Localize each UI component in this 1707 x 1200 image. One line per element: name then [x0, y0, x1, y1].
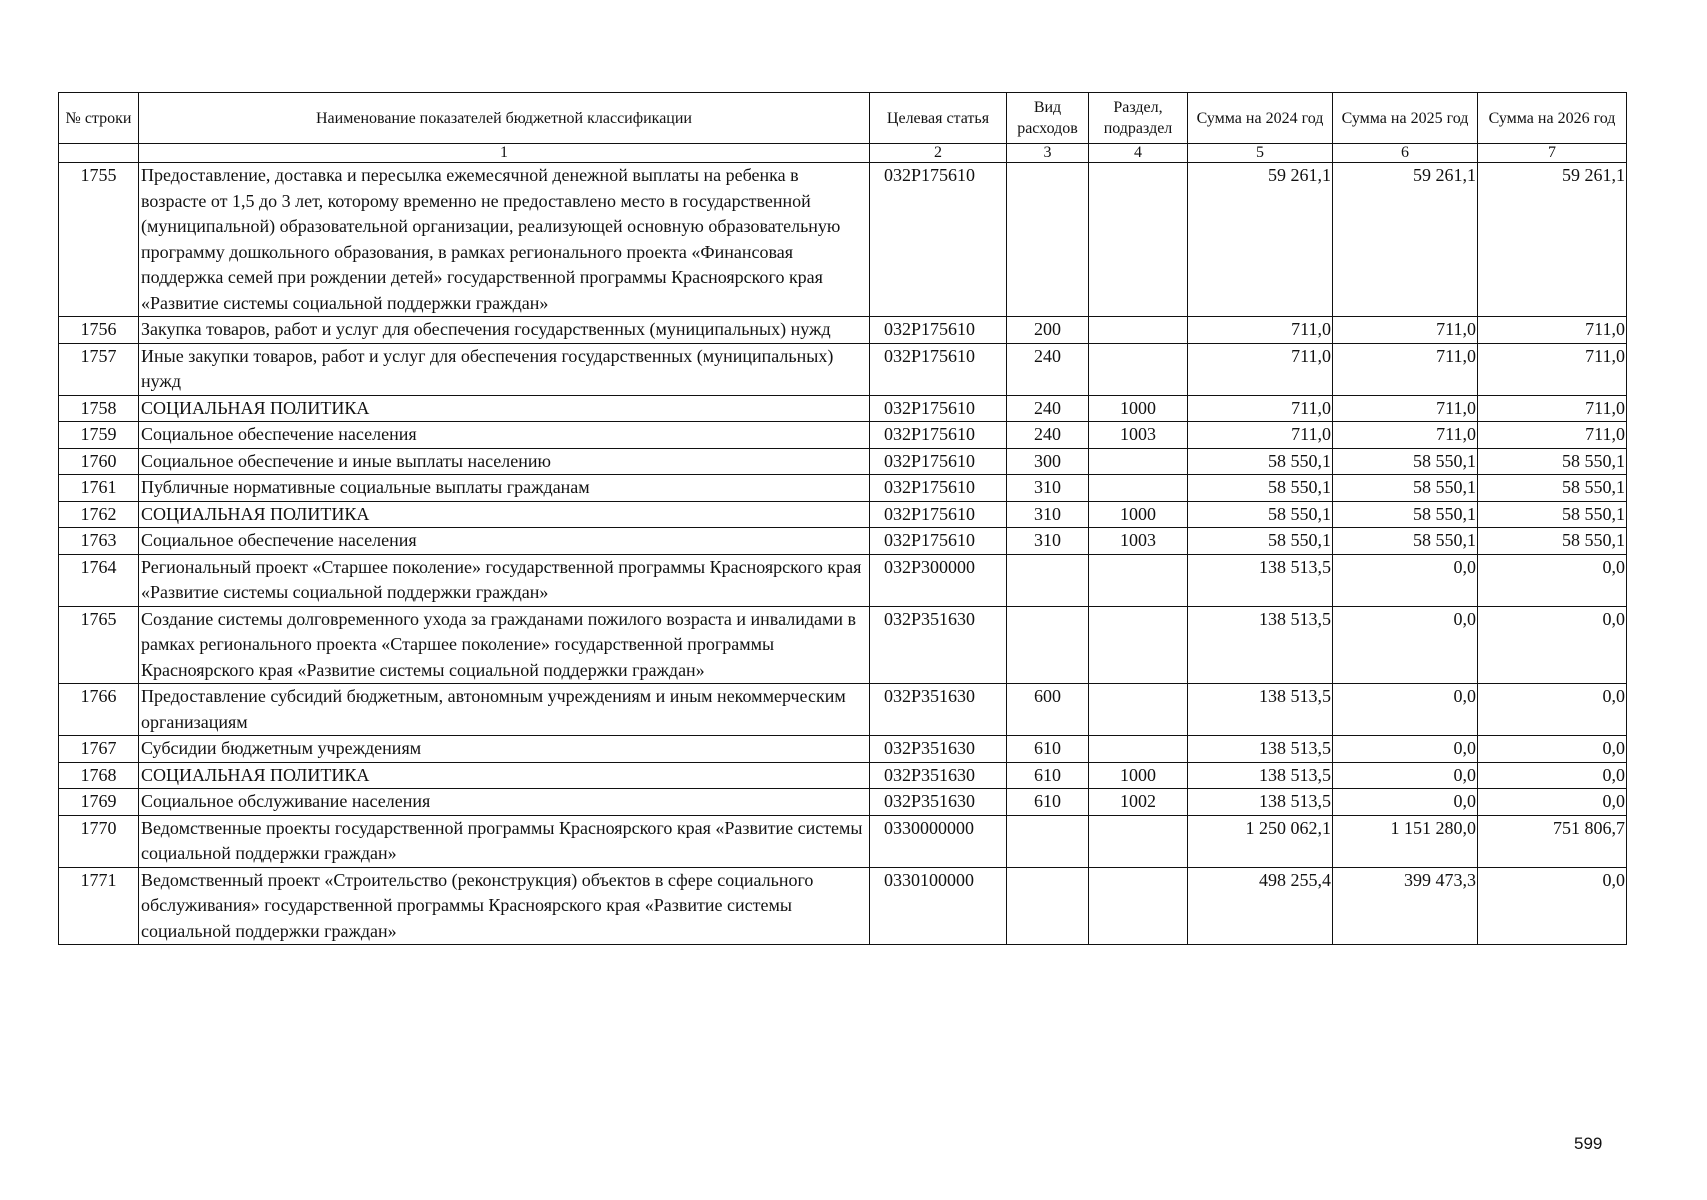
- row-razdel: [1089, 554, 1188, 606]
- table-row: [59, 815, 1627, 867]
- row-sum-2024: 58 550,1: [1188, 528, 1333, 555]
- row-number: 1771: [59, 867, 139, 945]
- row-vid: [1007, 163, 1089, 317]
- row-target-code: 032P351630: [870, 684, 1007, 736]
- table-row: [59, 501, 1627, 528]
- row-target-code: 032P175610: [870, 501, 1007, 528]
- row-sum-2024: 138 513,5: [1188, 736, 1333, 763]
- column-number: 4: [1089, 144, 1188, 163]
- row-name: Публичные нормативные социальные выплаты гражданам: [139, 475, 870, 502]
- row-name: Предоставление, доставка и пересылка ежемесячной денежной выплаты на ребенка в возрасте от 1,5 до 3 лет, которому временно не предоставлено место в государственной (муниципальной) образовательной организации, реализующей основную образовательную программу дошкольного образования, в рамках регионального проекта «Финансовая поддержка семей при рождении детей» государственной программы Красноярского края «Развитие системы социальной поддержки граждан»: [139, 163, 870, 317]
- row-razdel: [1089, 684, 1188, 736]
- row-sum-2025: 711,0: [1333, 317, 1478, 344]
- row-razdel: [1089, 815, 1188, 867]
- column-numbers-row: [59, 144, 1627, 163]
- row-sum-2025: 0,0: [1333, 554, 1478, 606]
- header-sum-2024: Сумма на 2024 год: [1188, 93, 1333, 144]
- row-sum-2026: 711,0: [1478, 422, 1627, 449]
- row-sum-2024: 138 513,5: [1188, 762, 1333, 789]
- column-number: 5: [1188, 144, 1333, 163]
- header-row-no: № строки: [59, 93, 139, 144]
- row-razdel: [1089, 736, 1188, 763]
- budget-table: [58, 92, 1627, 945]
- row-sum-2025: 0,0: [1333, 606, 1478, 684]
- row-name: Социальное обеспечение населения: [139, 528, 870, 555]
- column-number: 6: [1333, 144, 1478, 163]
- row-vid: 240: [1007, 343, 1089, 395]
- row-target-code: 032P175610: [870, 343, 1007, 395]
- row-sum-2026: 58 550,1: [1478, 448, 1627, 475]
- row-razdel: 1000: [1089, 762, 1188, 789]
- row-name: Социальное обслуживание населения: [139, 789, 870, 816]
- table-row: [59, 395, 1627, 422]
- row-target-code: 032P175610: [870, 317, 1007, 344]
- row-target-code: 032P351630: [870, 736, 1007, 763]
- row-name: Субсидии бюджетным учреждениям: [139, 736, 870, 763]
- row-target-code: 032P351630: [870, 789, 1007, 816]
- row-razdel: 1003: [1089, 528, 1188, 555]
- row-sum-2026: 751 806,7: [1478, 815, 1627, 867]
- row-target-code: 032P175610: [870, 448, 1007, 475]
- row-target-code: 032P300000: [870, 554, 1007, 606]
- table-row: [59, 736, 1627, 763]
- row-razdel: 1002: [1089, 789, 1188, 816]
- row-sum-2026: 711,0: [1478, 395, 1627, 422]
- row-sum-2024: 58 550,1: [1188, 448, 1333, 475]
- row-razdel: [1089, 867, 1188, 945]
- row-vid: [1007, 606, 1089, 684]
- row-sum-2025: 58 550,1: [1333, 501, 1478, 528]
- row-name: Ведомственные проекты государственной программы Красноярского края «Развитие системы социальной поддержки граждан»: [139, 815, 870, 867]
- row-target-code: 0330000000: [870, 815, 1007, 867]
- row-name: СОЦИАЛЬНАЯ ПОЛИТИКА: [139, 395, 870, 422]
- row-sum-2025: 0,0: [1333, 736, 1478, 763]
- table-row: [59, 528, 1627, 555]
- row-sum-2024: 711,0: [1188, 317, 1333, 344]
- row-name: Региональный проект «Старшее поколение» государственной программы Красноярского края «Развитие системы социальной поддержки граждан»: [139, 554, 870, 606]
- column-number: 1: [139, 144, 870, 163]
- row-sum-2024: 498 255,4: [1188, 867, 1333, 945]
- row-sum-2025: 59 261,1: [1333, 163, 1478, 317]
- row-sum-2024: 58 550,1: [1188, 501, 1333, 528]
- row-name: Предоставление субсидий бюджетным, автономным учреждениям и иным некоммерческим организациям: [139, 684, 870, 736]
- column-number-blank: [59, 144, 139, 163]
- row-vid: 310: [1007, 528, 1089, 555]
- row-vid: 310: [1007, 475, 1089, 502]
- column-number: 3: [1007, 144, 1089, 163]
- row-name: Иные закупки товаров, работ и услуг для обеспечения государственных (муниципальных) нужд: [139, 343, 870, 395]
- header-name: Наименование показателей бюджетной классификации: [139, 93, 870, 144]
- row-number: 1756: [59, 317, 139, 344]
- header-target: Целевая статья: [870, 93, 1007, 144]
- row-number: 1768: [59, 762, 139, 789]
- table-header: [59, 93, 1627, 144]
- row-name: Социальное обеспечение населения: [139, 422, 870, 449]
- row-target-code: 032P175610: [870, 475, 1007, 502]
- table-row: [59, 606, 1627, 684]
- row-number: 1767: [59, 736, 139, 763]
- header-razdel: Раздел, подраздел: [1089, 93, 1188, 144]
- row-vid: 610: [1007, 736, 1089, 763]
- row-number: 1761: [59, 475, 139, 502]
- row-number: 1766: [59, 684, 139, 736]
- row-sum-2026: 0,0: [1478, 789, 1627, 816]
- budget-table-sheet: [58, 92, 1626, 945]
- row-number: 1764: [59, 554, 139, 606]
- row-vid: 300: [1007, 448, 1089, 475]
- row-sum-2024: 711,0: [1188, 343, 1333, 395]
- row-sum-2026: 58 550,1: [1478, 475, 1627, 502]
- row-sum-2024: 138 513,5: [1188, 789, 1333, 816]
- header-vid: Вид расходов: [1007, 93, 1089, 144]
- table-row: [59, 475, 1627, 502]
- row-name: СОЦИАЛЬНАЯ ПОЛИТИКА: [139, 762, 870, 789]
- row-name: СОЦИАЛЬНАЯ ПОЛИТИКА: [139, 501, 870, 528]
- row-razdel: 1000: [1089, 501, 1188, 528]
- table-row: [59, 343, 1627, 395]
- row-name: Ведомственный проект «Строительство (реконструкция) объектов в сфере социального обслуживания» государственной программы Красноярского края «Развитие системы социальной поддержки граждан»: [139, 867, 870, 945]
- row-razdel: [1089, 163, 1188, 317]
- row-sum-2024: 58 550,1: [1188, 475, 1333, 502]
- table-row: [59, 789, 1627, 816]
- row-vid: [1007, 815, 1089, 867]
- row-razdel: [1089, 343, 1188, 395]
- row-sum-2025: 0,0: [1333, 684, 1478, 736]
- row-vid: 240: [1007, 422, 1089, 449]
- row-vid: 610: [1007, 762, 1089, 789]
- row-number: 1757: [59, 343, 139, 395]
- table-row: [59, 422, 1627, 449]
- row-sum-2026: 0,0: [1478, 554, 1627, 606]
- row-number: 1762: [59, 501, 139, 528]
- header-sum-2025: Сумма на 2025 год: [1333, 93, 1478, 144]
- table-row: [59, 554, 1627, 606]
- row-sum-2026: 58 550,1: [1478, 528, 1627, 555]
- row-razdel: [1089, 317, 1188, 344]
- row-sum-2025: 58 550,1: [1333, 448, 1478, 475]
- row-vid: [1007, 867, 1089, 945]
- row-sum-2026: 0,0: [1478, 762, 1627, 789]
- row-sum-2026: 0,0: [1478, 684, 1627, 736]
- row-sum-2025: 711,0: [1333, 395, 1478, 422]
- row-number: 1765: [59, 606, 139, 684]
- row-sum-2025: 58 550,1: [1333, 475, 1478, 502]
- column-number: 7: [1478, 144, 1627, 163]
- table-row: [59, 762, 1627, 789]
- row-sum-2024: 138 513,5: [1188, 554, 1333, 606]
- table-row: [59, 448, 1627, 475]
- row-sum-2024: 1 250 062,1: [1188, 815, 1333, 867]
- row-vid: 310: [1007, 501, 1089, 528]
- row-vid: 610: [1007, 789, 1089, 816]
- table-row: [59, 317, 1627, 344]
- row-target-code: 032P175610: [870, 422, 1007, 449]
- row-number: 1769: [59, 789, 139, 816]
- row-target-code: 032P175610: [870, 163, 1007, 317]
- row-razdel: 1000: [1089, 395, 1188, 422]
- row-sum-2024: 59 261,1: [1188, 163, 1333, 317]
- row-vid: 200: [1007, 317, 1089, 344]
- row-target-code: 032P351630: [870, 606, 1007, 684]
- row-razdel: [1089, 475, 1188, 502]
- row-sum-2024: 138 513,5: [1188, 684, 1333, 736]
- row-sum-2024: 711,0: [1188, 422, 1333, 449]
- row-sum-2026: 59 261,1: [1478, 163, 1627, 317]
- table-row: [59, 163, 1627, 317]
- row-number: 1758: [59, 395, 139, 422]
- row-sum-2024: 138 513,5: [1188, 606, 1333, 684]
- table-row: [59, 684, 1627, 736]
- row-sum-2026: 0,0: [1478, 736, 1627, 763]
- row-target-code: 0330100000: [870, 867, 1007, 945]
- row-razdel: [1089, 606, 1188, 684]
- row-name: Закупка товаров, работ и услуг для обеспечения государственных (муниципальных) нужд: [139, 317, 870, 344]
- row-sum-2026: 0,0: [1478, 867, 1627, 945]
- header-sum-2026: Сумма на 2026 год: [1478, 93, 1627, 144]
- table-row: [59, 867, 1627, 945]
- row-razdel: 1003: [1089, 422, 1188, 449]
- row-razdel: [1089, 448, 1188, 475]
- row-vid: 240: [1007, 395, 1089, 422]
- row-number: 1755: [59, 163, 139, 317]
- row-number: 1763: [59, 528, 139, 555]
- row-sum-2025: 1 151 280,0: [1333, 815, 1478, 867]
- row-vid: 600: [1007, 684, 1089, 736]
- row-sum-2026: 58 550,1: [1478, 501, 1627, 528]
- row-sum-2025: 0,0: [1333, 789, 1478, 816]
- row-target-code: 032P175610: [870, 528, 1007, 555]
- row-sum-2026: 0,0: [1478, 606, 1627, 684]
- row-target-code: 032P351630: [870, 762, 1007, 789]
- column-number: 2: [870, 144, 1007, 163]
- row-vid: [1007, 554, 1089, 606]
- row-sum-2025: 399 473,3: [1333, 867, 1478, 945]
- row-sum-2026: 711,0: [1478, 343, 1627, 395]
- row-sum-2025: 711,0: [1333, 343, 1478, 395]
- row-name: Социальное обеспечение и иные выплаты населению: [139, 448, 870, 475]
- row-sum-2024: 711,0: [1188, 395, 1333, 422]
- row-sum-2025: 711,0: [1333, 422, 1478, 449]
- row-sum-2025: 0,0: [1333, 762, 1478, 789]
- row-sum-2026: 711,0: [1478, 317, 1627, 344]
- row-name: Создание системы долговременного ухода за гражданами пожилого возраста и инвалидами в рамках регионального проекта «Старшее поколение» государственной программы Красноярского края «Развитие системы социальной поддержки граждан»: [139, 606, 870, 684]
- row-number: 1760: [59, 448, 139, 475]
- row-sum-2025: 58 550,1: [1333, 528, 1478, 555]
- row-number: 1759: [59, 422, 139, 449]
- row-number: 1770: [59, 815, 139, 867]
- page-number: 599: [1574, 1134, 1603, 1153]
- row-target-code: 032P175610: [870, 395, 1007, 422]
